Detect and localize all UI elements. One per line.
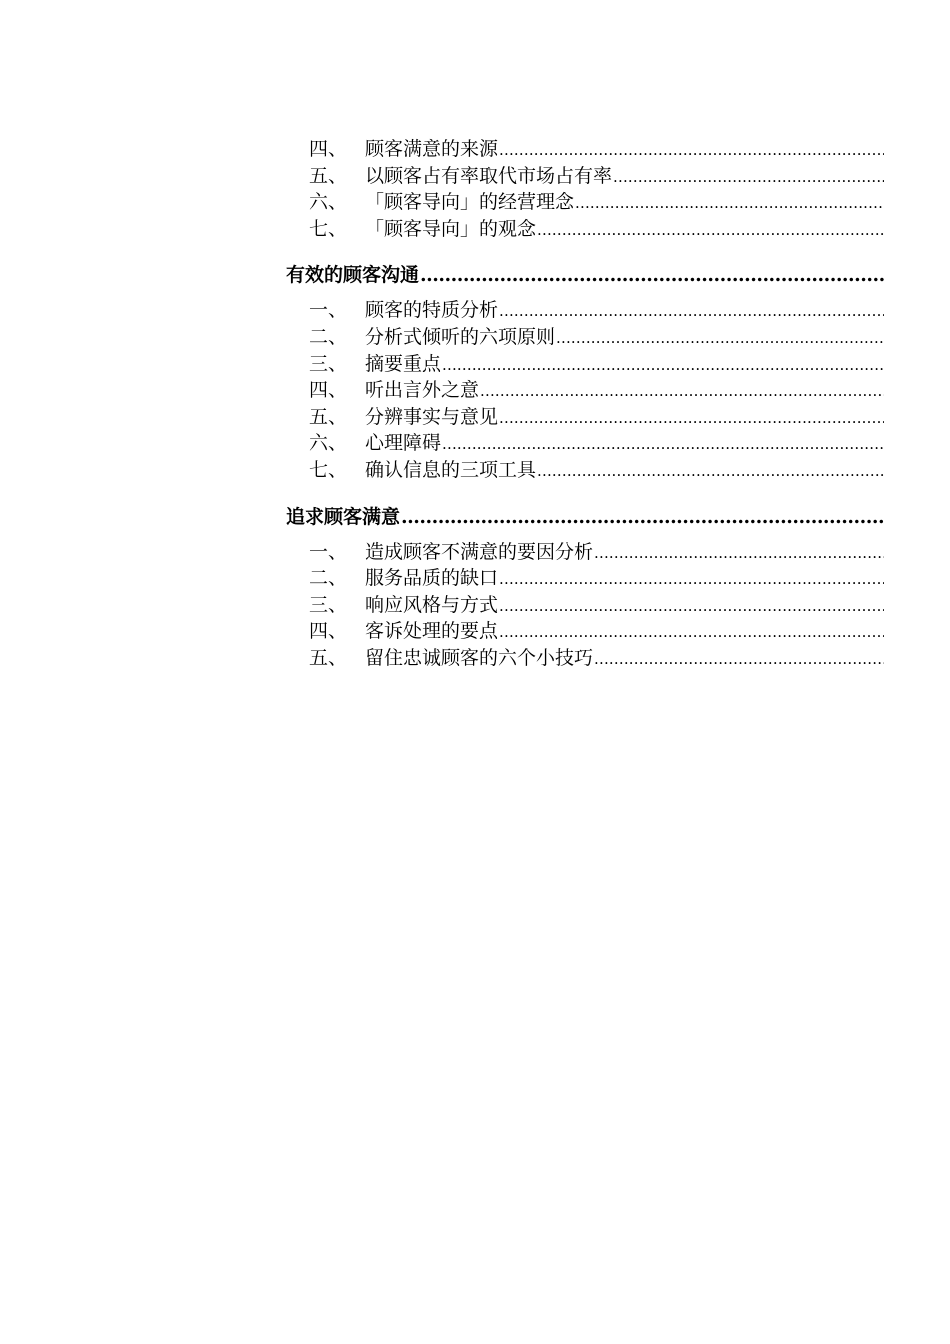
toc-entry-title: 留住忠诚顾客的六个小技巧 bbox=[365, 646, 594, 669]
section-heading-title: 有效的顾客沟通 bbox=[286, 264, 420, 287]
toc-entry-number: 四、 bbox=[309, 379, 348, 402]
toc-entry[interactable] bbox=[286, 163, 884, 190]
toc-entry-number: 六、 bbox=[309, 432, 348, 455]
toc-entry-title: 顾客的特质分析 bbox=[365, 299, 499, 322]
toc-entry-number: 五、 bbox=[309, 646, 348, 669]
toc-entry[interactable] bbox=[286, 618, 884, 645]
toc-entry-title: 响应风格与方式 bbox=[365, 593, 499, 616]
dot-leader bbox=[499, 592, 884, 619]
toc-entry-title: 客诉处理的要点 bbox=[365, 620, 499, 643]
toc-entry[interactable] bbox=[286, 324, 884, 351]
toc-entry[interactable] bbox=[286, 592, 884, 619]
dot-leader bbox=[442, 351, 884, 378]
dot-leader bbox=[499, 565, 884, 592]
toc-entry-title: 以顾客占有率取代市场占有率 bbox=[365, 164, 613, 187]
dot-leader bbox=[401, 503, 884, 531]
dot-leader bbox=[499, 618, 884, 645]
toc-entry-title: 造成顾客不满意的要因分析 bbox=[365, 540, 594, 563]
toc-entry-title: 顾客满意的来源 bbox=[365, 138, 499, 160]
toc-entry[interactable] bbox=[286, 189, 884, 216]
dot-leader bbox=[537, 457, 884, 484]
toc-entry-title: 摘要重点 bbox=[365, 352, 442, 375]
toc-entry[interactable] bbox=[286, 377, 884, 404]
toc-entry[interactable] bbox=[286, 430, 884, 457]
dot-leader bbox=[556, 324, 884, 351]
toc-entry-number: 七、 bbox=[309, 458, 348, 481]
dot-leader bbox=[613, 163, 884, 190]
toc-entry[interactable] bbox=[286, 404, 884, 431]
dot-leader bbox=[442, 430, 884, 457]
toc-entry-number: 一、 bbox=[309, 299, 348, 322]
toc-entry-number: 二、 bbox=[309, 325, 348, 348]
toc-entry[interactable] bbox=[286, 539, 884, 566]
table-of-contents bbox=[286, 136, 884, 672]
dot-leader bbox=[499, 297, 884, 324]
dot-leader bbox=[499, 136, 884, 163]
toc-entry-number: 七、 bbox=[309, 217, 348, 240]
toc-entry-number: 四、 bbox=[309, 620, 348, 643]
dot-leader bbox=[575, 189, 884, 216]
toc-entry-number: 五、 bbox=[309, 405, 348, 428]
toc-entry-title: 「顾客导向」的观念 bbox=[365, 217, 537, 240]
toc-entry[interactable] bbox=[286, 565, 884, 592]
dot-leader bbox=[499, 404, 884, 431]
dot-leader bbox=[480, 377, 884, 404]
toc-entry-number: 三、 bbox=[309, 352, 348, 375]
toc-entry-number: 一、 bbox=[309, 540, 348, 563]
toc-entry[interactable] bbox=[286, 216, 884, 243]
dot-leader bbox=[537, 216, 884, 243]
toc-entry-number: 五、 bbox=[309, 164, 348, 187]
toc-entry-title: 确认信息的三项工具 bbox=[365, 458, 537, 481]
toc-entry-number: 四、 bbox=[309, 138, 348, 160]
toc-entry-number: 六、 bbox=[309, 191, 348, 214]
toc-section-heading[interactable] bbox=[286, 503, 884, 531]
dot-leader bbox=[594, 645, 884, 672]
dot-leader bbox=[594, 539, 884, 566]
toc-entry[interactable] bbox=[286, 136, 884, 163]
toc-entry-title: 「顾客导向」的经营理念 bbox=[365, 191, 575, 214]
toc-entry-title: 服务品质的缺口 bbox=[365, 567, 499, 590]
toc-entry[interactable] bbox=[286, 297, 884, 324]
dot-leader bbox=[420, 261, 884, 289]
toc-entry-number: 二、 bbox=[309, 567, 348, 590]
toc-entry[interactable] bbox=[286, 457, 884, 484]
toc-entry-title: 心理障碍 bbox=[365, 432, 442, 455]
toc-entry[interactable] bbox=[286, 351, 884, 378]
toc-entry-title: 分辨事实与意见 bbox=[365, 405, 499, 428]
toc-entry-title: 分析式倾听的六项原则 bbox=[365, 325, 556, 348]
toc-section-heading[interactable] bbox=[286, 261, 884, 289]
toc-entry-title: 听出言外之意 bbox=[365, 379, 480, 402]
toc-entry[interactable] bbox=[286, 645, 884, 672]
section-heading-title: 追求顾客满意 bbox=[286, 505, 401, 528]
toc-entry-number: 三、 bbox=[309, 593, 348, 616]
